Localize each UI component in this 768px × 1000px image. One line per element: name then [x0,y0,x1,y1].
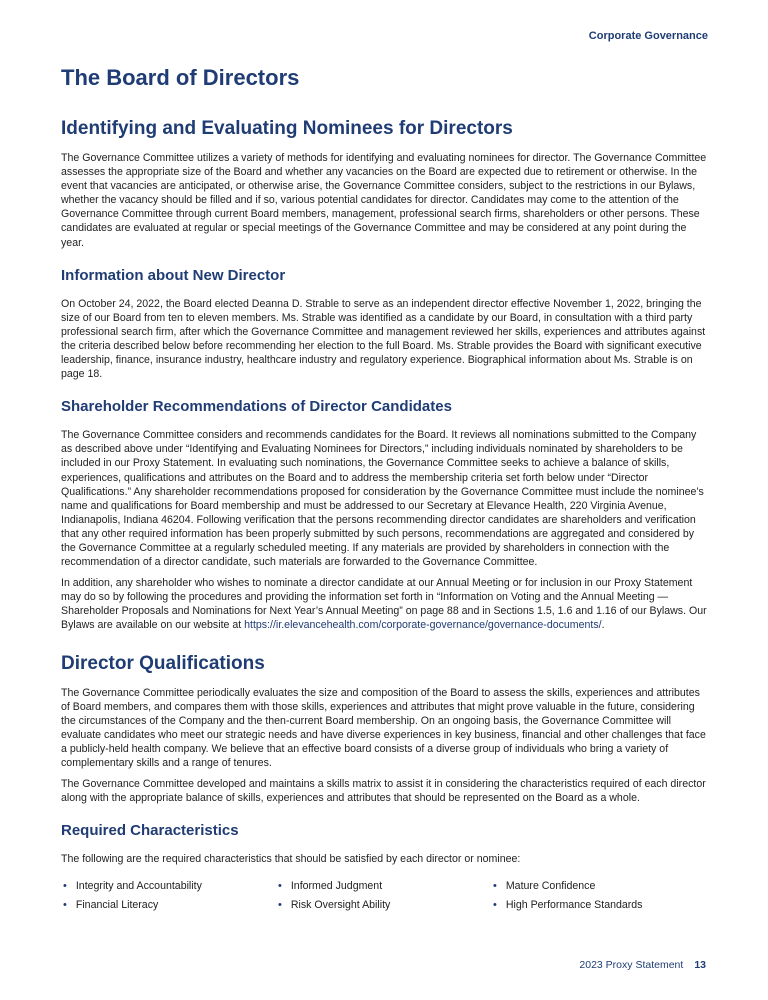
page-number: 13 [694,959,706,971]
bullet-icon: • [278,880,282,893]
qualifications-heading: Director Qualifications [61,652,265,674]
document-content [61,64,709,911]
shareholder-paragraph-2-end: . [601,619,605,632]
page-footer [579,959,706,971]
shareholder-paragraph-1: The Governance Committee considers and recommends candidates for the Board. It reviews all nominations submitted to the Company as described above under “Identifying and Evaluating Nominees for Directors,” including individuals nominated by shareholders to be included in our Proxy Statement. In evaluating such nominations, the Governance Committee seeks to achieve a balance of skills, experiences, qualifications and attributes on the Board and to address the membership criteria set forth below under “Director Qualifications.” Any shareholder recommendations proposed for consideration by the Governance Committee must include the nominee’s name and qualifications for Board membership and must be addressed to our Secretary at Elevance Health, 220 Virginia Avenue, Indianapolis, Indiana 46204. Following verification that the persons recommending director candidates are shareholders and verification that any other required information has been properly submitted by such persons, recommendations are aggregated and considered by the Governance Committee at a regularly scheduled meeting. If any materials are provided by shareholders in connection with the recommendation of a director candidate, such materials are forwarded to the Governance Committee. [61,429,704,569]
page-title: The Board of Directors [61,65,300,90]
list-item [61,899,276,911]
list-item [276,880,491,892]
list-item [276,899,491,911]
bullet-icon: • [493,880,497,893]
nominees-paragraph: The Governance Committee utilizes a variety of methods for identifying and evaluating nominees for director. The Governance Committee assesses the appropriate size of the Board and whether any vacancies on the Board are expected due to retirement or otherwise. In the event that vacancies are anticipated, or otherwise arise, the Governance Committee considers, subject to the restrictions in our Bylaws, whether the vacancy should be filled and if so, various potential candidates for director. Candidates may come to the attention of the Governance Committee through current Board members, management, professional search firms, shareholders or other persons. These candidates are evaluated at regular or special meetings of the Governance Committee and may be considered at any point during the year. [61,152,707,249]
list-item-label: High Performance Standards [505,899,643,912]
list-item-label: Integrity and Accountability [75,880,202,893]
list-item-label: Informed Judgment [290,880,383,893]
required-intro: The following are the required characteristics that should be satisfied by each director or nominee: [61,853,521,866]
required-heading: Required Characteristics [61,822,239,840]
bylaws-link[interactable]: https://ir.elevancehealth.com/corporate-governance/governance-documents/ [244,619,602,632]
new-director-paragraph: On October 24, 2022, the Board elected Deanna D. Strable to serve as an independent director effective November 1, 2022, bringing the size of our Board from ten to eleven members. Ms. Strable was identified as a candidate by our Board, in consultation with a third party professional search firm, after which the Governance Committee and management reviewed her skills, experiences and attributes against the criteria described below before recommending her election to the full Board. Ms. Strable provides the Board with significant executive leadership, finance, insurance industry, healthcare industry and regulatory experience. Biographical information about Ms. Strable is on page 18. [61,297,706,381]
footer-label: 2023 Proxy Statement [579,959,684,971]
list-item-label: Risk Oversight Ability [290,899,391,912]
list-item-label: Financial Literacy [75,899,159,912]
list-item [491,880,709,892]
bullet-icon: • [63,899,67,912]
nominees-heading: Identifying and Evaluating Nominees for Directors [61,118,513,139]
list-item [491,899,709,911]
shareholder-paragraph-2-text: In addition, any shareholder who wishes to nominate a director candidate at our Annual Meeting or for inclusion in our Proxy Statement may do so by following the procedures and providing the information set forth in “Information on Voting and the Annual Meeting — Shareholder Proposals and Nominations for Next Year’s Annual Meeting” on page 88 and in Sections 1.5, 1.6 and 1.16 of our Bylaws. Our Bylaws are available on our website at [61,577,707,632]
qualifications-paragraph-2: The Governance Committee developed and maintains a skills matrix to assist it in considering the characteristics required of each director along with the appropriate balance of skills, experiences and attributes that should be represented on the Board as a whole. [61,778,706,805]
section-header: Corporate Governance [588,30,708,42]
bullet-icon: • [278,899,282,912]
required-characteristics-list [61,880,709,911]
shareholder-paragraph-2 [61,576,709,632]
list-item-label: Mature Confidence [505,880,596,893]
list-item [61,880,276,892]
bullet-icon: • [493,899,497,912]
qualifications-paragraph-1: The Governance Committee periodically evaluates the size and composition of the Board to assess the skills, experiences and attributes of Board members, and compares them with those skills, experiences and attributes that might prove valuable in the future, considering the circumstances of the Company and the then-current Board membership. On an ongoing basis, the Governance Committee will evaluate candidates who meet our strategic needs and have diverse experiences in key business, financial and other challenges that face a publicly-held health company. We believe that an effective board consists of a diverse group of individuals who bring a variety of complementary skills and a range of tenures. [61,686,706,769]
bullet-icon: • [63,880,67,893]
new-director-heading: Information about New Director [61,266,286,284]
shareholder-heading: Shareholder Recommendations of Director Candidates [61,398,452,416]
